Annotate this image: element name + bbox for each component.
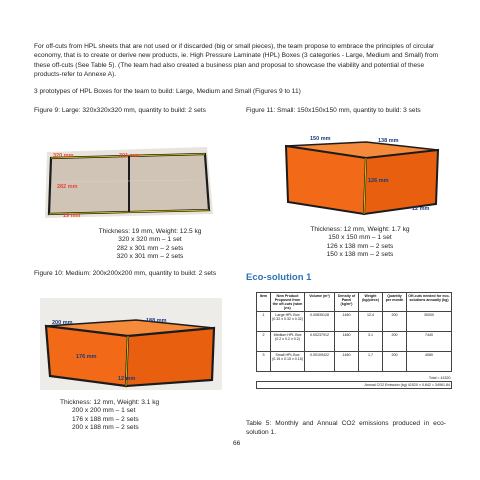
page-number: 66 <box>233 440 241 447</box>
figure10-specs <box>60 399 180 432</box>
prototypes-line: 3 prototypes of HPL Boxes for the team to build: Large, Medium and Small (Figures 9 to 11) <box>34 88 301 95</box>
fig10-label-top: 200 mm <box>52 320 73 326</box>
table-row <box>257 312 452 332</box>
table-cell: 7440 <box>407 332 452 352</box>
figure9-caption: Figure 9: Large: 320x320x320 mm, quantity to build: 2 sets <box>34 107 206 114</box>
fig9-spec-line: 282 x 301 mm – 2 sets <box>116 244 184 252</box>
figure10-caption: Figure 10: Medium: 200x200x200 mm, quantity to build: 2 sets <box>34 270 217 277</box>
table5-caption: Table 5: Monthly and Annual CO2 emissions produced in eco-solution 1. <box>246 420 446 436</box>
table-cell: 200 <box>383 352 407 372</box>
table-row <box>257 332 452 352</box>
table-header: Quantity per month <box>383 293 407 312</box>
fig11-spec-line: Thickness: 12 mm, Weight: 1.7 kg <box>310 226 410 233</box>
figure11-specs <box>300 226 420 259</box>
fig9-label-top: 320 mm <box>53 153 74 159</box>
table-cell: 4080 <box>407 352 452 372</box>
figure11-photo <box>256 122 446 220</box>
fig11-spec-line: 150 x 138 mm – 2 sets <box>326 250 394 258</box>
fig11-label-top: 150 mm <box>310 136 331 142</box>
fig9-spec-line: Thickness: 19 mm, Weight: 12.5 kg <box>98 228 202 235</box>
figure9-photo <box>37 122 217 222</box>
eco-table <box>256 292 452 389</box>
table-cell: Medium HPL Box (0.2 x 0.2 x 0.2) <box>271 332 305 352</box>
table-cell: 0.00109422 <box>305 352 335 372</box>
fig10-label-thickness: 12 mm <box>118 376 136 382</box>
table-cell: 200 <box>383 312 407 332</box>
figure9-specs <box>90 228 210 261</box>
table-header: Item <box>257 293 271 312</box>
table-cell: 1 <box>257 312 271 332</box>
table-row <box>257 352 452 372</box>
table-cell: 1460 <box>335 312 359 332</box>
table-cell: 200 <box>383 332 407 352</box>
figure11-caption: Figure 11: Small: 150x150x150 mm, quantity to build: 3 sets <box>246 107 421 114</box>
fig11-label-thickness: 12 mm <box>412 206 430 212</box>
table-cell: 3 <box>257 352 271 372</box>
table-header: Density of Panel (kg/m³) <box>335 293 359 312</box>
fig11-spec-line: 150 x 150 mm – 1 set <box>328 234 392 242</box>
fig10-spec-line: 176 x 188 mm – 2 sets <box>72 415 139 423</box>
table-emissions-row <box>257 382 452 388</box>
fig9-label-thickness: 19 mm <box>63 213 81 219</box>
table-cell: 2 <box>257 332 271 352</box>
table-cell: Large HPL Box (0.32 x 0.32 x 0.32) <box>271 312 305 332</box>
fig10-spec-line: 200 x 188 mm – 2 sets <box>72 423 139 431</box>
eco-solution-heading: Eco-solution 1 <box>246 272 312 283</box>
table-header: Off-cuts needed for eco-solutions annually (kg) <box>407 293 452 312</box>
table-cell: 3.1 <box>359 332 383 352</box>
table-cell: 0.00237912 <box>305 332 335 352</box>
table-cell: 0.00835128 <box>305 312 335 332</box>
fig9-spec-line: 320 x 301 mm – 2 sets <box>116 252 184 260</box>
eco-table-wrapper <box>256 292 452 389</box>
table-header: Volume (m³) <box>305 293 335 312</box>
intro-paragraph: For off-cuts from HPL sheets that are not used or if discarded (big or small pieces), the team propose to embrace the principles of circular economy, that is to create or derive new products, ie. High Pressure Laminate (HPL) Boxes (3 categories - Large, Medium and Small) from these off-cuts (See Table 5). (The team had also created a business plan and proposal to showcase the viability and potential of these products-refer to Annexe A). <box>34 43 439 79</box>
table-header-row <box>257 293 452 312</box>
fig9-spec-line: 320 x 320 mm – 1 set <box>118 236 182 244</box>
table-cell: 1.7 <box>359 352 383 372</box>
fig9-label-side: 301 mm <box>119 153 140 159</box>
table-cell: Small HPL Box (0.15 x 0.15 x 0.15) <box>271 352 305 372</box>
fig9-label-height: 282 mm <box>57 184 78 190</box>
table-total-row <box>257 372 452 382</box>
table-cell: 12.4 <box>359 312 383 332</box>
fig10-spec-line: 200 x 200 mm – 1 set <box>72 407 136 415</box>
fig10-label-side: 188 mm <box>146 318 167 324</box>
fig11-spec-line: 126 x 138 mm – 2 sets <box>326 242 394 250</box>
table-emissions: Annual CO2 Emission (kg) 41520 × 0.842 = 34961.84 <box>364 382 450 387</box>
table-cell: 1460 <box>335 332 359 352</box>
fig10-label-height: 176 mm <box>76 354 97 360</box>
figure10-photo <box>36 290 226 392</box>
table-cell: 30000 <box>407 312 452 332</box>
table-cell: 1460 <box>335 352 359 372</box>
table-total: Total = 41520 <box>428 376 451 381</box>
fig11-label-side: 138 mm <box>378 138 399 144</box>
fig11-label-height: 126 mm <box>368 178 389 184</box>
table-header: New Product Proposed from the off-cuts (wkm jns) <box>271 293 305 312</box>
fig10-spec-line: Thickness: 12 mm, Weight: 3.1 kg <box>60 399 160 406</box>
table-header: Weight (kg/piece) <box>359 293 383 312</box>
